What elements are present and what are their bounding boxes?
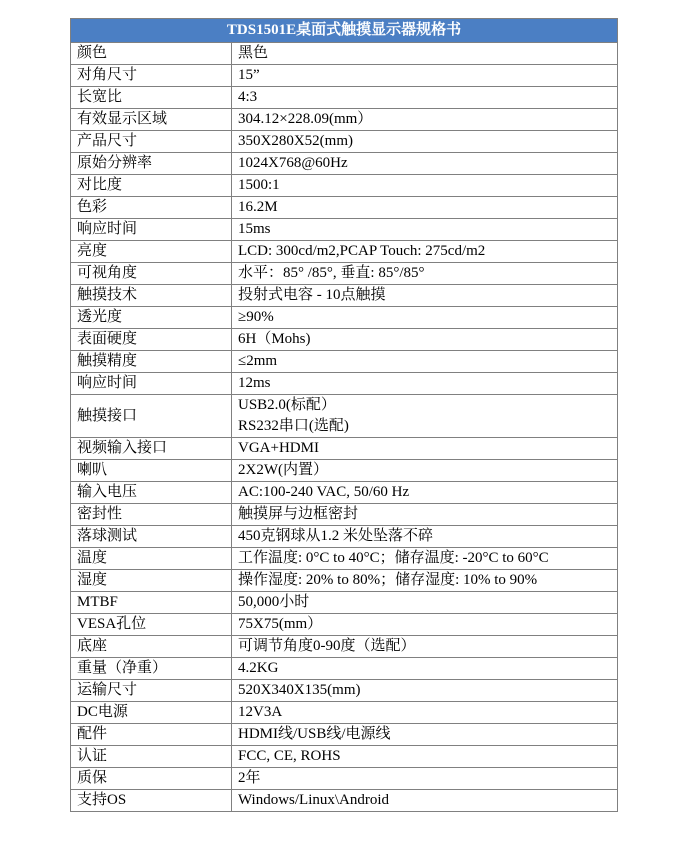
spec-value: 50,000小时 (232, 592, 618, 614)
spec-value: Windows/Linux\Android (232, 790, 618, 812)
spec-row (71, 65, 618, 87)
spec-value: 投射式电容 - 10点触摸 (232, 285, 618, 307)
spec-value: 1500:1 (232, 175, 618, 197)
spec-value: 1024X768@60Hz (232, 153, 618, 175)
spec-value: 4:3 (232, 87, 618, 109)
spec-label: 湿度 (71, 570, 232, 592)
spec-label: 视频输入接口 (71, 438, 232, 460)
spec-row (71, 175, 618, 197)
spec-row (71, 219, 618, 241)
spec-title: TDS1501E桌面式触摸显示器规格书 (71, 19, 618, 43)
spec-row (71, 131, 618, 153)
spec-value: 520X340X135(mm) (232, 680, 618, 702)
spec-row (71, 43, 618, 65)
title-row (71, 19, 618, 43)
spec-label: 落球测试 (71, 526, 232, 548)
spec-label: 配件 (71, 724, 232, 746)
spec-row (71, 768, 618, 790)
spec-value (232, 395, 618, 438)
spec-label: 原始分辨率 (71, 153, 232, 175)
spec-value: 可调节角度0-90度（选配） (232, 636, 618, 658)
spec-value: 6H（Mohs) (232, 329, 618, 351)
spec-value: 水平：85° /85°, 垂直: 85°/85° (232, 263, 618, 285)
spec-value: 350X280X52(mm) (232, 131, 618, 153)
spec-row (71, 680, 618, 702)
spec-value-line: USB2.0(标配） (238, 397, 336, 413)
spec-value: ≤2mm (232, 351, 618, 373)
spec-row (71, 285, 618, 307)
spec-row (71, 373, 618, 395)
spec-row (71, 790, 618, 812)
spec-value: 黑色 (232, 43, 618, 65)
spec-value: 12V3A (232, 702, 618, 724)
spec-label: 重量（净重） (71, 658, 232, 680)
spec-label: 对角尺寸 (71, 65, 232, 87)
spec-label: 质保 (71, 768, 232, 790)
spec-label: 响应时间 (71, 373, 232, 395)
spec-table (70, 18, 618, 812)
spec-value: 触摸屏与边框密封 (232, 504, 618, 526)
spec-label: 表面硬度 (71, 329, 232, 351)
spec-row (71, 263, 618, 285)
spec-row (71, 307, 618, 329)
spec-value: LCD: 300cd/m2,PCAP Touch: 275cd/m2 (232, 241, 618, 263)
spec-row (71, 636, 618, 658)
spec-row (71, 570, 618, 592)
spec-value: 450克钢球从1.2 米处坠落不碎 (232, 526, 618, 548)
spec-value: 304.12×228.09(mm） (232, 109, 618, 131)
spec-value: 16.2M (232, 197, 618, 219)
spec-value: ≥90% (232, 307, 618, 329)
spec-value: 工作温度: 0°C to 40°C；储存温度: -20°C to 60°C (232, 548, 618, 570)
spec-row (71, 197, 618, 219)
spec-row (71, 109, 618, 131)
spec-label: 认证 (71, 746, 232, 768)
spec-row (71, 526, 618, 548)
spec-label: 有效显示区域 (71, 109, 232, 131)
spec-value: 2X2W(内置） (232, 460, 618, 482)
spec-row (71, 746, 618, 768)
spec-value: AC:100-240 VAC, 50/60 Hz (232, 482, 618, 504)
spec-row (71, 702, 618, 724)
spec-label: 对比度 (71, 175, 232, 197)
spec-value: 15” (232, 65, 618, 87)
spec-value: 4.2KG (232, 658, 618, 680)
spec-label: 透光度 (71, 307, 232, 329)
spec-label: 触摸接口 (71, 395, 232, 438)
spec-row (71, 87, 618, 109)
spec-label: 输入电压 (71, 482, 232, 504)
spec-label: 喇叭 (71, 460, 232, 482)
spec-row (71, 504, 618, 526)
spec-label: 密封性 (71, 504, 232, 526)
spec-row (71, 241, 618, 263)
spec-value: 操作湿度: 20% to 80%；储存湿度: 10% to 90% (232, 570, 618, 592)
spec-label: VESA孔位 (71, 614, 232, 636)
spec-row (71, 395, 618, 438)
spec-label: 长宽比 (71, 87, 232, 109)
spec-label: 色彩 (71, 197, 232, 219)
spec-value: FCC, CE, ROHS (232, 746, 618, 768)
spec-label: 颜色 (71, 43, 232, 65)
spec-label: 响应时间 (71, 219, 232, 241)
spec-row (71, 329, 618, 351)
spec-label: 底座 (71, 636, 232, 658)
spec-label: 可视角度 (71, 263, 232, 285)
spec-value: 2年 (232, 768, 618, 790)
spec-label: MTBF (71, 592, 232, 614)
spec-label: 支持OS (71, 790, 232, 812)
spec-value-line: RS232串口(选配) (238, 418, 349, 434)
spec-value: 12ms (232, 373, 618, 395)
spec-label: DC电源 (71, 702, 232, 724)
spec-row (71, 351, 618, 373)
spec-row (71, 482, 618, 504)
spec-label: 温度 (71, 548, 232, 570)
spec-row (71, 548, 618, 570)
spec-row (71, 438, 618, 460)
spec-value: 15ms (232, 219, 618, 241)
spec-row (71, 460, 618, 482)
spec-row (71, 592, 618, 614)
spec-value: 75X75(mm） (232, 614, 618, 636)
spec-label: 产品尺寸 (71, 131, 232, 153)
spec-value: HDMI线/USB线/电源线 (232, 724, 618, 746)
spec-label: 触摸技术 (71, 285, 232, 307)
spec-value: VGA+HDMI (232, 438, 618, 460)
spec-row (71, 153, 618, 175)
spec-row (71, 724, 618, 746)
spec-label: 亮度 (71, 241, 232, 263)
spec-row (71, 614, 618, 636)
spec-label: 运输尺寸 (71, 680, 232, 702)
spec-row (71, 658, 618, 680)
spec-label: 触摸精度 (71, 351, 232, 373)
